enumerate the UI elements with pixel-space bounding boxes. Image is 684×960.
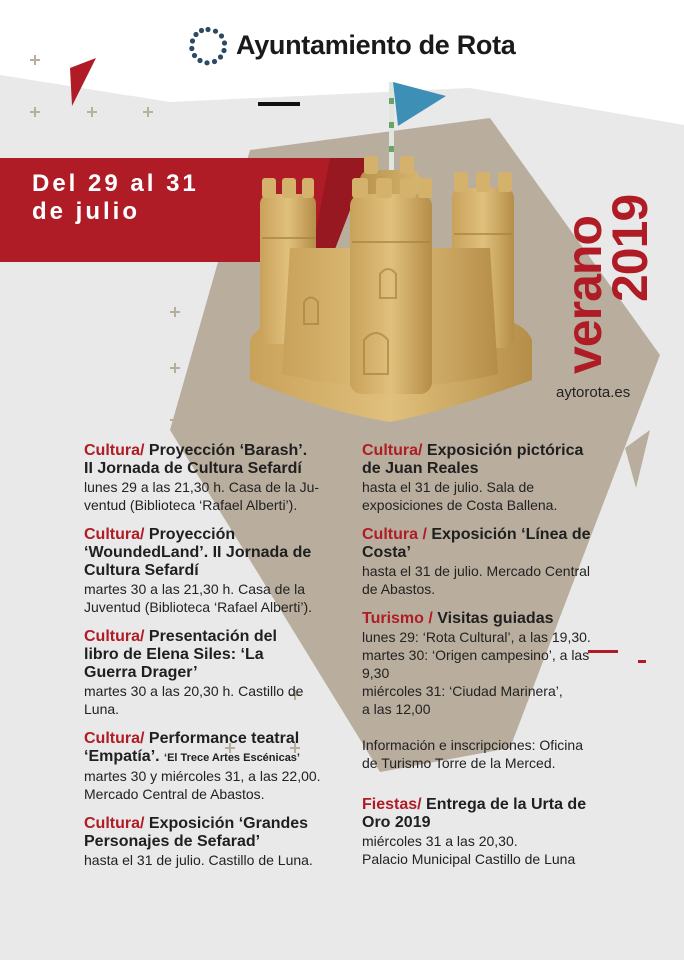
event-name: Presentación del libro de Elena Siles: ‘La Guerra Drager’ <box>84 628 277 681</box>
event-details: lunes 29 a las 21,30 h. Casa de la Ju- ventud (Biblioteca ‘Rafael Alberti’). <box>84 479 320 513</box>
events-left-column <box>84 442 384 881</box>
event-title <box>84 815 384 851</box>
header <box>0 22 684 72</box>
event-name: Exposición ‘Grandes Personajes de Sefarad’ <box>84 815 309 850</box>
season-year: 2019 <box>602 194 658 302</box>
event-title <box>84 628 384 682</box>
event-title <box>362 526 662 562</box>
date-line-1: Del 29 al 31 <box>32 170 199 197</box>
event-item <box>84 730 384 803</box>
rota-coat-icon <box>188 26 228 66</box>
event-title <box>362 610 662 628</box>
season-word: verano <box>556 216 612 374</box>
event-category: Cultura/ <box>84 442 145 459</box>
event-category: Fiestas/ <box>362 796 422 813</box>
event-title <box>84 526 384 580</box>
sand-castle-illustration <box>240 78 540 438</box>
event-title <box>362 442 662 478</box>
event-category: Cultura/ <box>362 442 423 459</box>
event-details: martes 30 a las 20,30 h. Castillo de Luna. <box>84 683 304 717</box>
website-link[interactable]: aytorota.es <box>556 384 631 401</box>
event-subtitle: ‘El Trece Artes Escénicas’ <box>164 752 300 764</box>
event-item <box>362 442 662 514</box>
event-title <box>84 442 384 478</box>
event-name: Visitas guiadas <box>437 610 554 627</box>
event-details: hasta el 31 de julio. Sala de exposiciones de Costa Ballena. <box>362 479 558 513</box>
event-name: Proyección ‘WoundedLand’. II Jornada de Cultura Sefardí <box>84 526 312 579</box>
event-item <box>362 526 662 598</box>
event-name: Entrega de la Urta de Oro 2019 <box>362 796 587 831</box>
event-details: martes 30 a las 21,30 h. Casa de la Juventud (Biblioteca ‘Rafael Alberti’). <box>84 581 313 615</box>
event-item <box>84 628 384 718</box>
event-details: miércoles 31 a las 20,30. Palacio Municipal Castillo de Luna <box>362 833 576 867</box>
events-right-column <box>362 442 662 880</box>
event-category: Cultura/ <box>84 815 145 832</box>
season-title <box>555 148 658 376</box>
event-category: Cultura / <box>362 526 427 543</box>
event-title <box>362 796 662 832</box>
event-details: martes 30 y miércoles 31, a las 22,00. Mercado Central de Abastos. <box>84 768 321 802</box>
event-name: Exposición pictórica de Juan Reales <box>362 442 584 477</box>
event-item <box>362 610 662 772</box>
event-details: hasta el 31 de julio. Castillo de Luna. <box>84 852 313 868</box>
event-category: Cultura/ <box>84 526 145 543</box>
event-item <box>84 526 384 616</box>
event-name: Exposición ‘Línea de Costa’ <box>362 526 591 561</box>
org-name: Ayuntamiento de Rota <box>236 30 516 60</box>
event-name: Proyección ‘Barash’. II Jornada de Cultura Sefardí <box>84 442 308 477</box>
event-item <box>362 796 662 868</box>
event-category: Cultura/ <box>84 628 145 645</box>
event-category: Cultura/ <box>84 730 145 747</box>
event-title <box>84 730 384 767</box>
event-item <box>84 442 384 514</box>
event-category: Turismo / <box>362 610 433 627</box>
event-details: lunes 29: ‘Rota Cultural’, a las 19,30. martes 30: ‘Origen campesino’, a las 9,30 miércoles 31: ‘Ciudad Marinera’, a las 12,00 Información e inscripciones: Oficina de Turismo Torre de la Merced. <box>362 629 591 771</box>
event-item <box>84 815 384 869</box>
event-details: hasta el 31 de julio. Mercado Central de Abastos. <box>362 563 591 597</box>
date-line-2: de julio <box>32 198 140 225</box>
event-name: Performance teatral ‘Empatía’. <box>84 730 300 765</box>
